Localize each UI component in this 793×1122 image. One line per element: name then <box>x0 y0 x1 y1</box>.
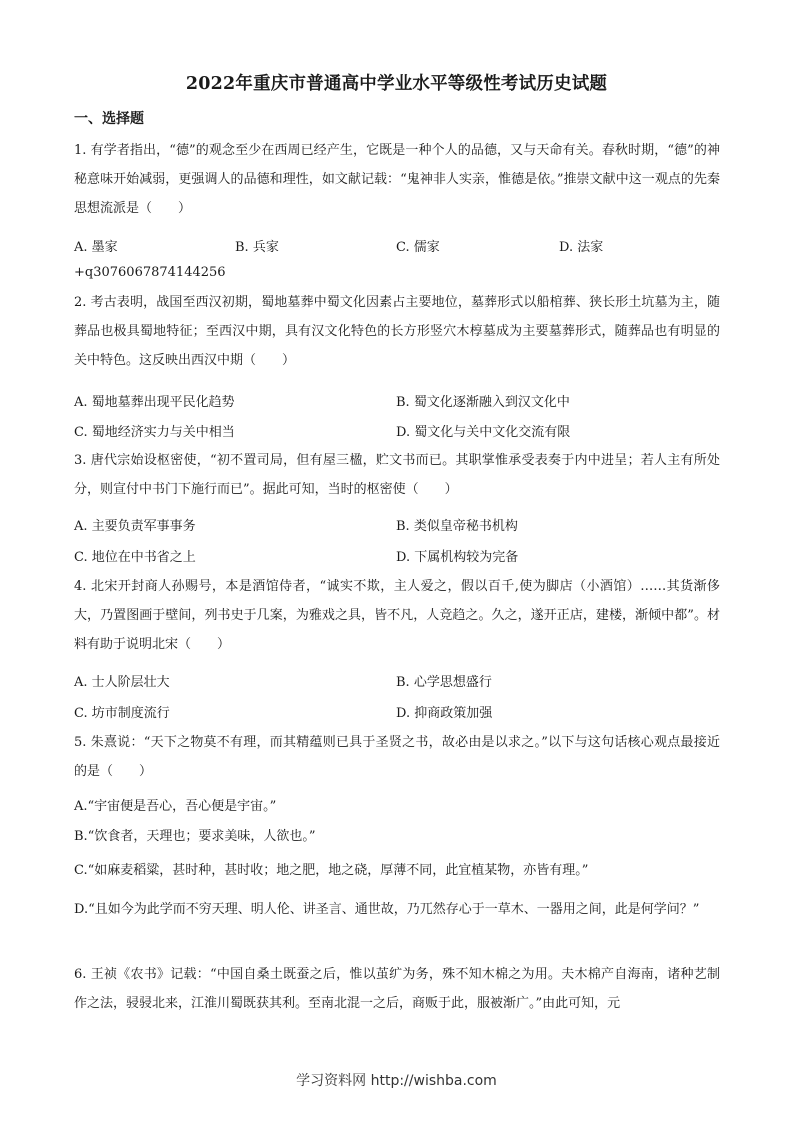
question-3-option-c: C. 地位在中书省之上 <box>74 550 196 565</box>
question-5-stem: 5. 朱熹说：“天下之物莫不有理，而其精蕴则已具于圣贤之书，故必由是以求之。”以下与这句话核心观点最接近的是（ ） <box>74 735 720 779</box>
question-1-option-d: D. 法家 <box>559 240 604 255</box>
question-4-option-a: A. 士人阶层壮大 <box>74 675 170 690</box>
question-4-stem: 4. 北宋开封商人孙赐号，本是酒馆侍者，“诚实不欺，主人爱之，假以百千,使为脚店（小酒馆）……其货渐侈大，乃置图画于壁间，列书史于几案，为雅戏之具，皆不凡，人竞趋之。久之，遂开正店，建楼，渐倾中都”。材料有助于说明北宋（ ） <box>74 579 720 652</box>
question-1-option-b: B. 兵家 <box>235 240 279 255</box>
question-2-option-c: C. 蜀地经济实力与关中相当 <box>74 425 235 440</box>
question-6-stem: 6. 王祯《农书》记载：“中国自桑土既蚕之后，惟以茧纩为务，殊不知木棉之为用。夫木棉产自海南，诸种艺制作之法，骎骎北来，江淮川蜀既获其利。至南北混一之后，商贩于此，服被渐广。”由此可知，元 <box>74 967 720 1011</box>
question-3-option-b: B. 类似皇帝秘书机构 <box>396 519 518 534</box>
question-5-option-b: B.“饮食者，天理也；要求美味，人欲也。” <box>74 829 316 844</box>
question-3-option-a: A. 主要负责军事事务 <box>74 519 196 534</box>
question-4-option-c: C. 坊市制度流行 <box>74 706 170 721</box>
question-2-option-a: A. 蜀地墓葬出现平民化趋势 <box>74 395 235 410</box>
question-2-option-d: D. 蜀文化与关中文化交流有限 <box>396 425 571 440</box>
question-2-option-b: B. 蜀文化逐渐融入到汉文化中 <box>396 395 570 410</box>
question-1-option-c: C. 儒家 <box>396 240 440 255</box>
question-5-option-d: D.“且如今为此学而不穷天理、明人伦、讲圣言、通世故，乃兀然存心于一草木、一器用之间，此是何学问？” <box>74 902 700 917</box>
question-3-stem: 3. 唐代宗始设枢密使，“初不置司局，但有屋三楹，贮文书而已。其职掌惟承受表奏于内中进呈；若人主有所处分，则宣付中书门下施行而已”。据此可知，当时的枢密使（ ） <box>74 453 720 497</box>
question-5-option-a: A.“宇宙便是吾心，吾心便是宇宙。” <box>74 799 277 814</box>
question-2-stem: 2. 考古表明，战国至西汉初期，蜀地墓葬中蜀文化因素占主要地位，墓葬形式以船棺葬、狭长形土坑墓为主，随葬品也极具蜀地特征；至西汉中期，具有汉文化特色的长方形竖穴木椁墓成为主要墓葬形式，随葬品也有明显的关中特色。这反映出西汉中期（ ） <box>74 295 720 368</box>
question-3-option-d: D. 下属机构较为完备 <box>396 550 519 565</box>
question-1-stem: 1. 有学者指出，“德”的观念至少在西周已经产生，它既是一种个人的品德，又与天命有关。春秋时期，“德”的神秘意味开始减弱，更强调人的品德和理性，如文献记载：“鬼神非人实亲，惟德是依。”推崇文献中这一观点的先秦思想流派是（ ） <box>74 143 720 216</box>
question-4-option-b: B. 心学思想盛行 <box>396 675 492 690</box>
footer-watermark: 学习资料网 http://wishba.com <box>296 1073 497 1089</box>
question-1-option-a: A. 墨家 <box>74 240 118 255</box>
exam-title: 2022年重庆市普通高中学业水平等级性考试历史试题 <box>185 74 608 94</box>
section-heading: 一、选择题 <box>74 111 144 127</box>
question-5-option-c: C.“如麻麦稻粱，甚时种，甚时收；地之肥，地之硗，厚薄不同，此宜植某物，亦皆有理。” <box>74 863 589 878</box>
question-4-option-d: D. 抑商政策加强 <box>396 706 493 721</box>
stray-note: +q3076067874144256 <box>74 265 226 280</box>
